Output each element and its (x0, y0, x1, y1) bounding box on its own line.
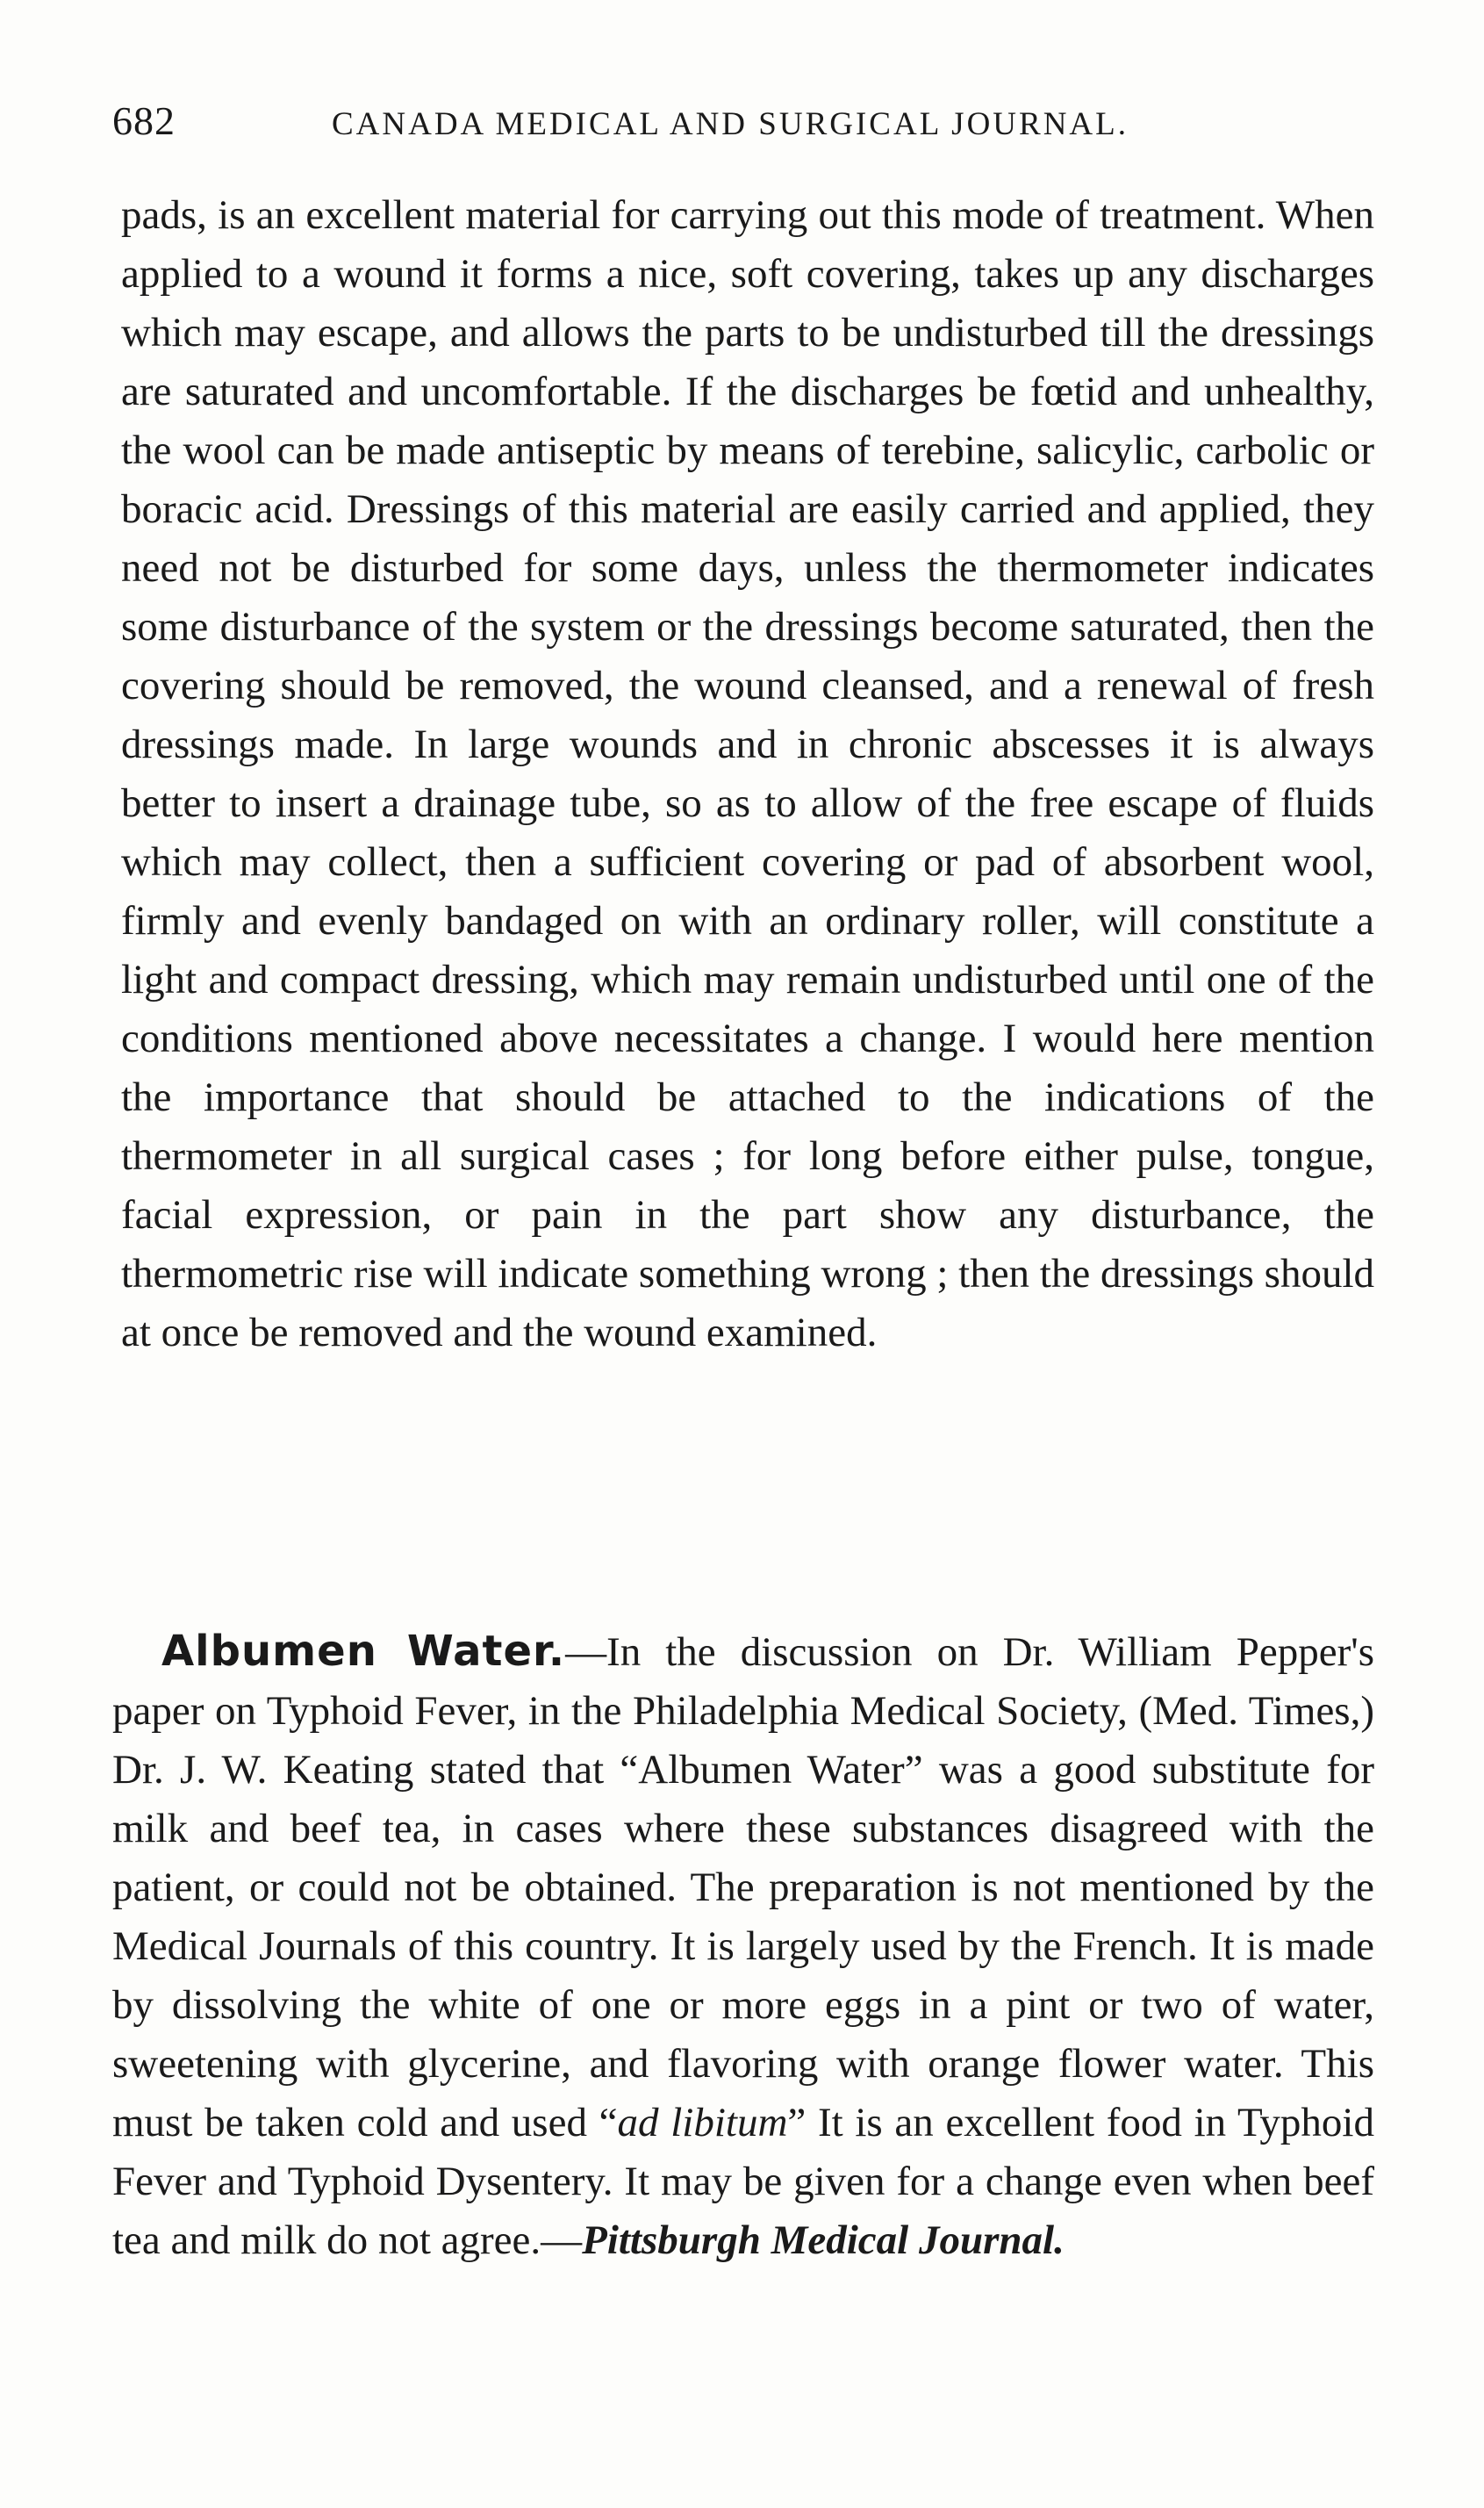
paragraph-dressings (121, 186, 1374, 1362)
running-head (112, 95, 1376, 147)
italic-phrase-ad-libitum: ad libitum (617, 2100, 788, 2145)
source-citation: Pittsburgh Medical Journal. (582, 2217, 1065, 2263)
section-title: Albumen Water. (161, 1627, 566, 1676)
paragraph-albumen-text-part-2: ” It is an excellent food in Typhoid Fever and Typhoid Dysentery. It may be given for a change even when beef tea and milk do not agree.— (112, 2100, 1374, 2263)
paragraph-dressings-text: pads, is an excellent material for carrying out this mode of treatment. When applied to a wound it forms a nice, soft covering, takes up any discharges which may escape, and allows the parts to be undisturbed till the dressings are saturated and uncomfortable. If the discharges be fœtid and unhealthy, the wool can be made antiseptic by means of terebine, salicylic, carbolic or boracic acid. Dressings of this material are easily carried and applied, they need not be disturbed for some days, unless the thermometer indicates some disturbance of the system or the dressings become saturated, then the covering should be removed, the wound cleansed, and a renewal of fresh dressings made. In large wounds and in chronic abscesses it is always better to insert a drainage tube, so as to allow of the free escape of fluids which may collect, then a sufficient covering or pad of absorbent wool, firmly and evenly bandaged on with an ordinary roller, will constitute a light and compact dressing, which may remain undisturbed until one of the conditions mentioned above necessitates a change. I would here mention the importance that should be attached to the indications of the thermometer in all surgical cases ; for long before either pulse, tongue, facial expression, or pain in the part show any disturbance, the thermometric rise will indicate something wrong ; then the dressings should at once be removed and the wound examined. (121, 192, 1375, 1355)
paragraph-albumen-text-part-1: —In the discussion on Dr. William Pepper's paper on Typhoid Fever, in the Philadelphia Medical Society, (Med. Times,) Dr. J. W. Keating stated that “Albumen Water” was a good substitute for milk and beef tea, in cases where these substances disagreed with the patient, or could not be obtained. The preparation is not mentioned by the Medical Journals of this country. It is largely used by the French. It is made by dissolving the white of one or more eggs in a pint or two of water, sweetening with glycerine, and flavoring with orange flower water. This must be taken cold and used “ (112, 1629, 1374, 2145)
journal-title: CANADA MEDICAL AND SURGICAL JOURNAL. (332, 106, 1129, 142)
page-number: 682 (112, 98, 176, 143)
paragraph-albumen-water (112, 1622, 1374, 2270)
